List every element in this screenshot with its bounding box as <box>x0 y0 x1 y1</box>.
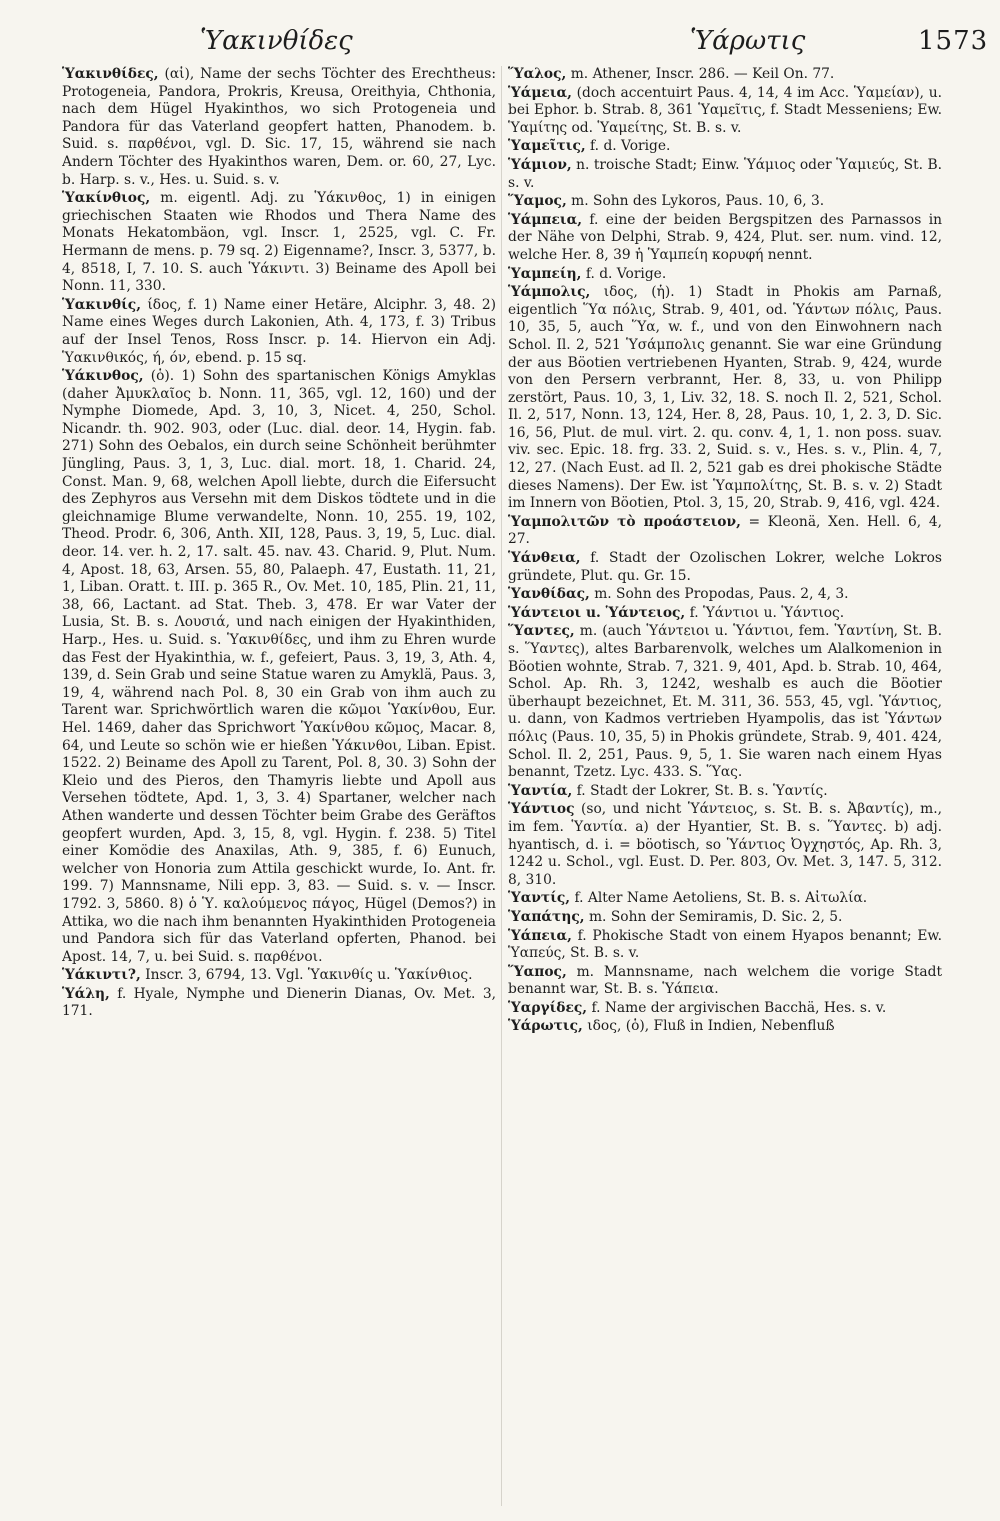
entry-lemma: Ὑάπεια, <box>508 927 572 944</box>
dictionary-entry <box>62 66 496 189</box>
entry-text: m. Sohn des Propodas, Paus. 2, 4, 3. <box>589 586 849 603</box>
entry-text: (doch accentuirt Paus. 4, 14, 4 im Acc. Ὑαμείαν), u. bei Ephor. b. Strab. 8, 361 Ὑαμεῖτις, f. Stadt Messeniens; Ew. Ὑαμίτης od. Ὑαμείτης, St. B. s. v. <box>508 84 942 136</box>
entry-text: m. Athener, Inscr. 286. — Keil On. 77. <box>566 66 835 82</box>
entry-lemma: Ὕαπος, <box>508 963 567 980</box>
dictionary-entry <box>508 783 942 801</box>
dictionary-entry <box>62 986 496 1021</box>
entry-lemma: Ὑάμιον, <box>508 156 572 173</box>
entry-lemma: Ὑάκινθος, <box>62 368 144 385</box>
entry-lemma: Ὕαλος, <box>508 66 567 82</box>
entry-lemma: Ὑαμπολιτῶν τὸ προάστειον, <box>508 513 741 530</box>
entry-lemma: Ὑανθίδας, <box>508 586 590 603</box>
running-head-right: Ὑάρωτις <box>690 26 806 56</box>
right-column <box>508 66 942 1506</box>
dictionary-entry <box>62 967 496 985</box>
dictionary-entry <box>508 66 942 84</box>
page-header <box>0 14 1000 64</box>
dictionary-entry <box>508 266 942 284</box>
entry-lemma: Ὑάμπεια, <box>508 211 583 228</box>
dictionary-entry <box>508 605 942 623</box>
entry-lemma: Ὑαντίς, <box>508 890 571 907</box>
entry-text: f. d. Vorige. <box>585 138 671 155</box>
entry-text: f. Name der argivischen Bacchä, Hes. s. v. <box>587 999 887 1016</box>
dictionary-entry <box>508 85 942 138</box>
entry-lemma: Ὑάμεια, <box>508 84 572 101</box>
dictionary-entry <box>508 928 942 963</box>
entry-text: f. Stadt der Ozolischen Lokrer, welche Lokros gründete, Plut. qu. Gr. 15. <box>508 550 942 584</box>
entry-text: f. Phokische Stadt von einem Hyapos benannt; Ew. Ὑαπεύς, St. B. s. v. <box>508 927 942 962</box>
dictionary-entry <box>508 801 942 889</box>
dictionary-entry <box>508 193 942 211</box>
dictionary-entry <box>508 284 942 513</box>
entry-text: Inscr. 3, 6794, 13. Vgl. Ὑακινθίς u. Ὑακίνθιος. <box>140 967 473 984</box>
dictionary-entry <box>508 1018 942 1036</box>
entry-lemma: Ὕαντες, <box>508 623 575 640</box>
dictionary-entry <box>508 909 942 927</box>
entry-lemma: Ὑακινθίς, <box>62 296 142 313</box>
entry-lemma: Ὑαργίδες, <box>508 999 588 1016</box>
entry-lemma: Ὑάνθεια, <box>508 550 581 567</box>
entry-text: = Kleonä, Xen. Hell. 6, 4, 27. <box>508 513 942 548</box>
dictionary-entry <box>62 368 496 966</box>
entry-text: m. eigentl. Adj. zu Ὑάκινθος, 1) in einigen griechischen Staaten wie Rhodos und Thera Name des Monats Hekatombäon, vgl. Inscr. 1, 2525, vgl. C. Fr. Hermann de mens. p. 79 sq. 2) Eigenname?, Inscr. 3, 5377, b. 4, 8518, I, 7. 10. S. auch Ὑάκιντι. 3) Beiname des Apoll bei Nonn. 11, 330. <box>62 190 496 295</box>
entry-text: m. Sohn der Semiramis, D. Sic. 2, 5. <box>584 908 843 925</box>
entry-lemma: Ὑάκιντι?, <box>62 967 141 984</box>
entry-text: f. Alter Name Aetoliens, St. B. s. Αἰτωλία. <box>570 890 868 907</box>
entry-lemma: Ὑάμπολις, <box>508 284 591 301</box>
entry-lemma: Ὑάντειοι u. Ὑάντειος, <box>508 604 686 621</box>
entry-text: (so, und nicht Ὑάντειος, s. St. B. s. Ἀβαντίς), m., im fem. Ὑαντία. a) der Hyantier, St. B. s. Ὕαντες. b) adj. hyantisch, d. i. = böotisch, so Ὑάντιος Ὀγχηστός, Ap. Rh. 3, 1242 u. Schol., vgl. Eust. D. Per. 803, Ov. Met. 3, 147. 5, 312. 8, 310. <box>508 801 942 888</box>
entry-text: ίδος, f. 1) Name einer Hetäre, Alciphr. 3, 48. 2) Name eines Weges durch Lakonien, Ath. 4, 173, f. 3) Tribus auf der Insel Tenos, Ross Inscr. p. 14. Hiervon ein Adj. Ὑακινθικός, ή, όν, ebend. p. 15 sq. <box>62 296 496 366</box>
entry-text: m. Mannsname, nach welchem die vorige Stadt benannt war, St. B. s. Ὑάπεια. <box>508 963 942 998</box>
entry-text: ιδος, (ὁ), Fluß in Indien, Nebenfluß <box>582 1018 835 1035</box>
entry-text: (αἱ), Name der sechs Töchter des Erechtheus: Protogeneia, Pandora, Prokris, Kreusa, Oreithyia, Chthonia, nach dem Hügel Hyakinthos, wo sich Protogeneia und Pandora für das Vaterland geopfert hatten, Phanodem. b. Suid. s. παρθένοι, vgl. D. Sic. 17, 15, während sie nach Andern Töchter des Hyakinthos waren, Dem. or. 60, 27, Lyc. b. Harp. s. v., Hes. u. Suid. s. v. <box>62 66 496 188</box>
dictionary-entry <box>508 623 942 781</box>
entry-lemma: Ὑαμπείη, <box>508 265 582 282</box>
page-number: 1573 <box>918 26 989 56</box>
entry-text: m. (auch Ὑάντειοι u. Ὑάντιοι, fem. Ὑαντίνη, St. B. s. Ὕαντες), altes Barbarenvolk, welches um Alalkomenion in Böotien wohnte, Strab. 7, 321. 9, 401, Apd. b. Strab. 10, 464, Schol. Ap. Rh. 3, 1242, weshalb es auch die Böotier überhaupt bezeichnet, Et. M. 311, 36. 553, 45, vgl. Ὑάντιος, u. dann, von Kadmos vertrieben Hyampolis, das ist Ὑάντων πόλις (Paus. 10, 35, 5) in Phokis gründete, Strab. 9, 401. 424, Schol. Il. 2, 251, Paus. 9, 5, 1. Sie waren nach einem Hyas benannt, Tzetz. Lyc. 433. S. Ὕας. <box>508 623 942 781</box>
entry-lemma: Ὑακινθίδες, <box>62 66 159 82</box>
entry-text: f. Ὑάντιοι u. Ὑάντιος. <box>685 604 845 621</box>
dictionary-entry <box>62 297 496 367</box>
dictionary-entry <box>62 190 496 296</box>
entry-text: f. Hyale, Nymphe und Dienerin Dianas, Ov. Met. 3, 171. <box>62 985 496 1020</box>
running-head-left: Ὑακινθίδες <box>200 26 353 56</box>
entry-lemma: Ὑαμεῖτις, <box>508 138 586 155</box>
entry-lemma: Ὑακίνθιος, <box>62 190 151 207</box>
entry-lemma: Ὑάντιος <box>508 801 575 818</box>
left-column <box>62 66 496 1506</box>
dictionary-entry <box>508 157 942 192</box>
entry-lemma: Ὑαπάτης, <box>508 908 585 925</box>
dictionary-entry <box>508 138 942 156</box>
entry-lemma: Ὕαμος, <box>508 193 567 210</box>
dictionary-entry <box>508 550 942 585</box>
dictionary-entry <box>508 586 942 604</box>
entry-text: ιδος, (ἡ). 1) Stadt in Phokis am Parnaß, eigentlich Ὕα πόλις, Strab. 9, 401, od. Ὑάντων πόλις, Paus. 10, 35, 5, auch Ὕα, w. f., und von den Einwohnern nach Schol. Il. 2, 521 Ὑσάμπολις genannt. Sie war eine Gründung der aus Böotien vertriebenen Hyanten, Strab. 9, 424, wurde von den Persern verbrannt, Her. 8, 33, u. von Philipp zerstört, Paus. 10, 3, 1, Liv. 32, 18. S. noch Il. 2, 521, Schol. Il. 2, 517, Nonn. 13, 124, Her. 8, 28, Paus. 10, 1, 2. 3, D. Sic. 16, 56, Plut. de mul. virt. 2. qu. conv. 4, 1, 1. non poss. suav. viv. sec. Epic. 18. frg. 33. 2, Suid. s. v., Hes. s. v., Plin. 4, 7, 12, 27. (Nach Eust. ad Il. 2, 521 gab es drei phokische Städte dieses Namens). Der Ew. ist Ὑαμπολίτης, St. B. s. v. 2) Stadt im Innern von Böotien, Ptol. 3, 15, 20, Strab. 9, 416, vgl. 424. <box>508 284 942 512</box>
dictionary-entry <box>508 964 942 999</box>
entry-text: f. d. Vorige. <box>581 265 667 282</box>
entry-lemma: Ὑάρωτις, <box>508 1018 583 1035</box>
entry-text: f. Stadt der Lokrer, St. B. s. Ὑαντίς. <box>572 782 828 799</box>
dictionary-entry <box>508 890 942 908</box>
entry-lemma: Ὑαντία, <box>508 782 573 799</box>
entry-text: n. troische Stadt; Einw. Ὑάμιος oder Ὑαμιεύς, St. B. s. v. <box>508 156 942 191</box>
dictionary-entry <box>508 514 942 549</box>
dictionary-entry <box>508 212 942 265</box>
column-divider <box>501 66 502 1506</box>
entry-text: f. eine der beiden Bergspitzen des Parnassos in der Nähe von Delphi, Strab. 9, 424, Plut. ser. num. vind. 12, welche Her. 8, 39 ἡ Ὑαμπείη κορυφή nennt. <box>508 211 942 263</box>
entry-lemma: Ὑάλη, <box>62 985 110 1002</box>
entry-text: m. Sohn des Lykoros, Paus. 10, 6, 3. <box>566 193 825 210</box>
dictionary-entry <box>508 1000 942 1018</box>
entry-text: (ὁ). 1) Sohn des spartanischen Königs Amyklas (daher Ἀμυκλαῖος b. Nonn. 11, 365, vgl. 12, 160) und der Nymphe Diomede, Apd. 3, 10, 3, Nicet. 4, 250, Schol. Nicandr. th. 902. 903, oder (Luc. dial. deor. 14, Hygin. fab. 271) Sohn des Oebalos, ein durch seine Schönheit berühmter Jüngling, Paus. 3, 1, 3, Luc. dial. mort. 18, 1. Charid. 24, Const. Man. 9, 68, welchen Apoll liebte, durch die Eifersucht des Zephyros aus Versehn mit dem Diskos tödtete und in die gleichnamige Blume verwandelte, Nonn. 10, 255. 19, 102, Theod. Prodr. 6, 306, Anth. XII, 128, Paus. 3, 19, 5, Luc. dial. deor. 14. ver. h. 2, 17. salt. 45. nav. 43. Charid. 9, Plut. Num. 4, Apost. 18, 63, Arsen. 55, 80, Palaeph. 47, Eustath. 11, 21, 1, Liban. Oratt. t. III. p. 365 R., Ov. Met. 10, 185, Plin. 21, 11, 38, 66, Lactant. ad Stat. Theb. 3, 478. Er war Vater der Lusia, St. B. s. Λουσιά, und nach einigen der Hyakinthiden, Harp., Hes. u. Suid. s. Ὑακινθίδες, und ihm zu Ehren wurde das Fest der Hyakinthia, w. f., gefeiert, Paus. 3, 19, 3, Ath. 4, 139, d. Sein Grab und seine Statue waren zu Amyklä, Paus. 3, 19, 4, während nach Pol. 8, 30 ein Grab von ihm auch zu Tarent war. Sprichwörtlich waren die κῶμοι Ὑακίνθου, Eur. Hel. 1469, daher das Sprichwort Ὑακίνθου κῶμος, Macar. 8, 64, und Leute so schön wie er hießen Ὑάκινθοι, Liban. Epist. 1522. 2) Beiname des Apoll zu Tarent, Pol. 8, 30. 3) Sohn der Kleio und des Pieros, den Thamyris liebte und Apoll aus Versehen tödtete, Apd. 1, 3, 3. 4) Spartaner, welcher nach Athen wanderte und dessen Töchter beim Grabe des Geräftos geopfert wurden, Apd. 3, 15, 8, vgl. Hygin. f. 238. 5) Titel einer Komödie des Anaxilas, Ath. 9, 385, f. 6) Eunuch, welcher von Honoria zum Attila geschickt wurde, Io. Ant. fr. 199. 7) Mannsname, Nili epp. 3, 83. — Suid. s. v. — Inscr. 1792. 3, 5860. 8) ὁ Ὑ. καλούμενος πάγος, Hügel (Demos?) in Attika, wo die nach ihm benannten Hyakinthiden Protogeneia und Pandora sich für das Vaterland opferten, Phanod. bei Apost. 14, 7, u. bei Suid. s. παρθένοι. <box>62 368 496 965</box>
